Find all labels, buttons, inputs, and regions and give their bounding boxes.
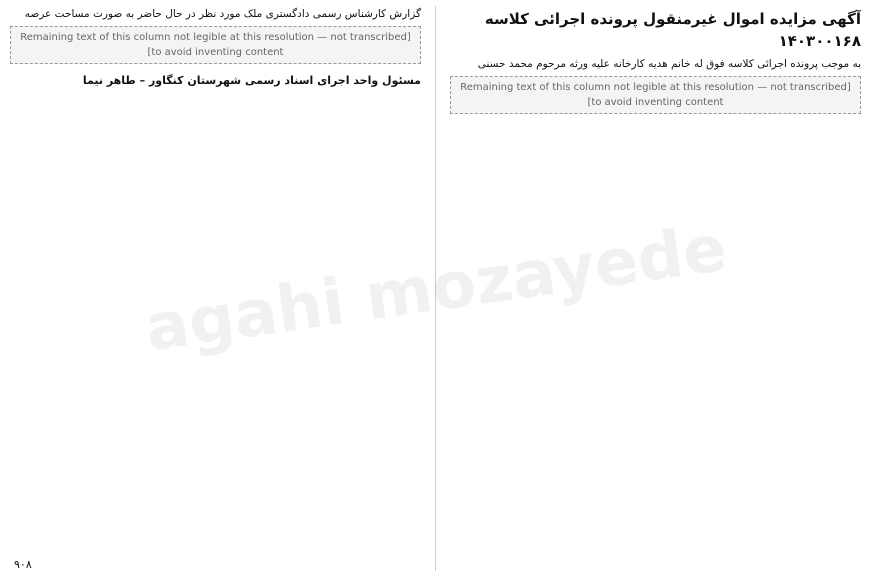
signature-line: مسئول واحد اجرای اسناد رسمی شهرستان کنگاور – طاهر نیما — [82, 74, 421, 87]
right-column-opening: به موجب پرونده اجرائی کلاسه فوق له خانم هدیه کارخانه علیه ورثه مرحوم محمد حسنی — [477, 58, 861, 70]
notice-title: آگهی مزایده اموال غیرمنقول پرونده اجرائی کلاسه ۱۴۰۳۰۰۱۶۸ — [484, 10, 861, 50]
page-number: ۹۰۸ — [14, 558, 32, 571]
right-column — [450, 6, 861, 571]
watermark: agahi mozayede — [140, 211, 731, 366]
right-column-gap-note: [Remaining text of this column not legible at this resolution — not transcribed to avoid inventing content] — [450, 76, 861, 114]
left-column-body — [10, 6, 421, 67]
column-divider — [435, 6, 436, 571]
notice-columns — [10, 6, 861, 571]
left-column-opening: گزارش کارشناس رسمی دادگستری ملک مورد نظر در حال حاضر به صورت مساحت عرصه — [24, 8, 421, 20]
right-column-body — [450, 56, 861, 117]
left-column — [10, 6, 421, 571]
left-column-gap-note: [Remaining text of this column not legible at this resolution — not transcribed to avoid inventing content] — [10, 26, 421, 64]
